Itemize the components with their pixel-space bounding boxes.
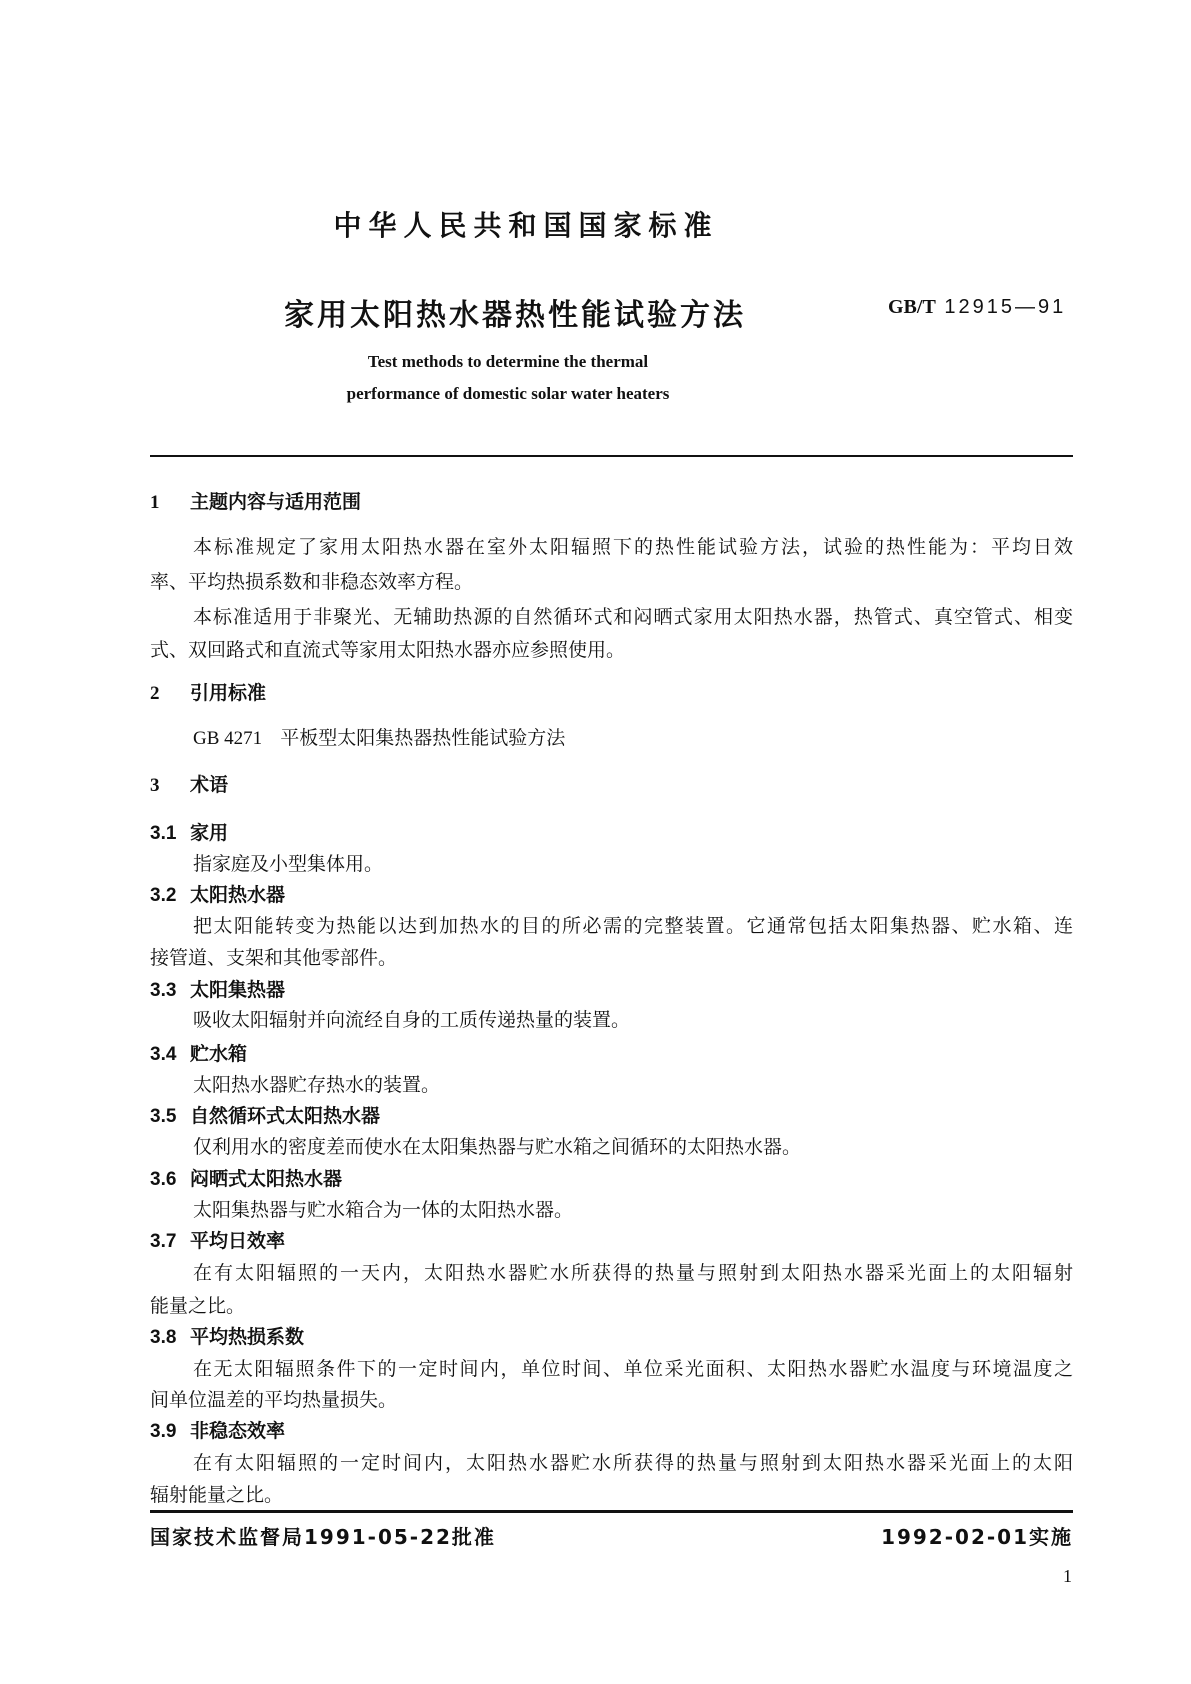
term-definition: 吸收太阳辐射并向流经自身的工质传递热量的装置。 xyxy=(193,1009,631,1031)
header-divider xyxy=(150,455,1073,457)
term-title: 家用 xyxy=(190,822,229,844)
section-title: 引用标准 xyxy=(190,682,267,704)
term-number: 3.3 xyxy=(150,980,177,1001)
paragraph-line: 本标准规定了家用太阳热水器在室外太阳辐照下的热性能试验方法，试验的热性能为：平均日效 xyxy=(193,536,1073,558)
term-definition: 把太阳能转变为热能以达到加热水的目的所必需的完整装置。它通常包括太阳集热器、贮水箱、连 xyxy=(193,915,1073,937)
term-3-1-heading xyxy=(150,821,228,846)
paragraph-line: 率、平均热损系数和非稳态效率方程。 xyxy=(150,571,474,593)
term-definition: 在无太阳辐照条件下的一定时间内，单位时间、单位采光面积、太阳热水器贮水温度与环境温度之 xyxy=(193,1358,1073,1380)
term-3-3-heading xyxy=(150,978,285,1003)
term-definition: 太阳集热器与贮水箱合为一体的太阳热水器。 xyxy=(193,1199,574,1221)
reference-item xyxy=(193,726,565,751)
section-3-heading xyxy=(150,773,228,798)
reference-title: 平板型太阳集热器热性能试验方法 xyxy=(280,727,566,749)
term-number: 3.9 xyxy=(150,1421,177,1442)
section-title: 主题内容与适用范围 xyxy=(190,491,362,513)
term-definition: 接管道、支架和其他零部件。 xyxy=(150,947,398,969)
term-3-4-heading xyxy=(150,1042,247,1067)
term-3-8-heading xyxy=(150,1325,304,1350)
approval-statement: 国家技术监督局1991-05-22批准 xyxy=(150,1525,496,1549)
term-number: 3.5 xyxy=(150,1106,177,1127)
term-definition: 能量之比。 xyxy=(150,1295,246,1317)
term-number: 3.1 xyxy=(150,823,177,844)
term-number: 3.8 xyxy=(150,1327,177,1348)
term-title: 贮水箱 xyxy=(190,1043,248,1065)
term-3-9-heading xyxy=(150,1419,285,1444)
term-definition: 仅利用水的密度差而使水在太阳集热器与贮水箱之间循环的太阳热水器。 xyxy=(193,1136,802,1158)
paragraph-line: 式、双回路式和直流式等家用太阳热水器亦应参照使用。 xyxy=(150,639,626,661)
national-standard-heading: 中华人民共和国国家标准 xyxy=(333,209,719,242)
section-number: 1 xyxy=(150,492,160,513)
term-title: 闷晒式太阳热水器 xyxy=(190,1168,343,1190)
section-title: 术语 xyxy=(190,774,229,796)
section-number: 2 xyxy=(150,683,160,704)
section-1-heading xyxy=(150,490,361,515)
term-title: 平均日效率 xyxy=(190,1230,286,1252)
term-definition: 在有太阳辐照的一天内，太阳热水器贮水所获得的热量与照射到太阳热水器采光面上的太阳辐射 xyxy=(193,1262,1073,1284)
term-number: 3.4 xyxy=(150,1044,177,1065)
term-number: 3.2 xyxy=(150,885,177,906)
term-definition: 在有太阳辐照的一定时间内，太阳热水器贮水所获得的热量与照射到太阳热水器采光面上的太阳 xyxy=(193,1452,1073,1474)
term-3-5-heading xyxy=(150,1104,380,1129)
effective-date: 1992-02-01实施 xyxy=(881,1525,1073,1549)
term-definition: 辐射能量之比。 xyxy=(150,1484,284,1506)
section-number: 3 xyxy=(150,775,160,796)
page-number: 1 xyxy=(1063,1566,1072,1586)
term-definition: 指家庭及小型集体用。 xyxy=(193,853,384,875)
document-title: 家用太阳热水器热性能试验方法 xyxy=(284,298,746,333)
code-prefix: GB/T xyxy=(888,296,936,318)
term-title: 太阳集热器 xyxy=(190,979,286,1001)
code-number: 12915—91 xyxy=(944,296,1067,318)
term-3-7-heading xyxy=(150,1229,285,1254)
term-title: 太阳热水器 xyxy=(190,884,286,906)
english-title-line-2: performance of domestic solar water heaters xyxy=(346,384,670,403)
term-definition: 太阳热水器贮存热水的装置。 xyxy=(193,1074,441,1096)
reference-code: GB 4271 xyxy=(193,728,263,749)
paragraph-line: 本标准适用于非聚光、无辅助热源的自然循环式和闷晒式家用太阳热水器，热管式、真空管式、相变 xyxy=(193,606,1073,628)
term-3-6-heading xyxy=(150,1167,342,1192)
term-title: 自然循环式太阳热水器 xyxy=(190,1105,381,1127)
term-definition: 间单位温差的平均热量损失。 xyxy=(150,1389,398,1411)
standard-code xyxy=(888,296,1066,319)
term-number: 3.6 xyxy=(150,1169,177,1190)
term-title: 非稳态效率 xyxy=(190,1420,286,1442)
footer-divider xyxy=(150,1510,1073,1513)
english-title-line-1: Test methods to determine the thermal xyxy=(367,352,649,371)
section-2-heading xyxy=(150,681,266,706)
term-3-2-heading xyxy=(150,883,285,908)
term-title: 平均热损系数 xyxy=(190,1326,305,1348)
term-number: 3.7 xyxy=(150,1231,177,1252)
